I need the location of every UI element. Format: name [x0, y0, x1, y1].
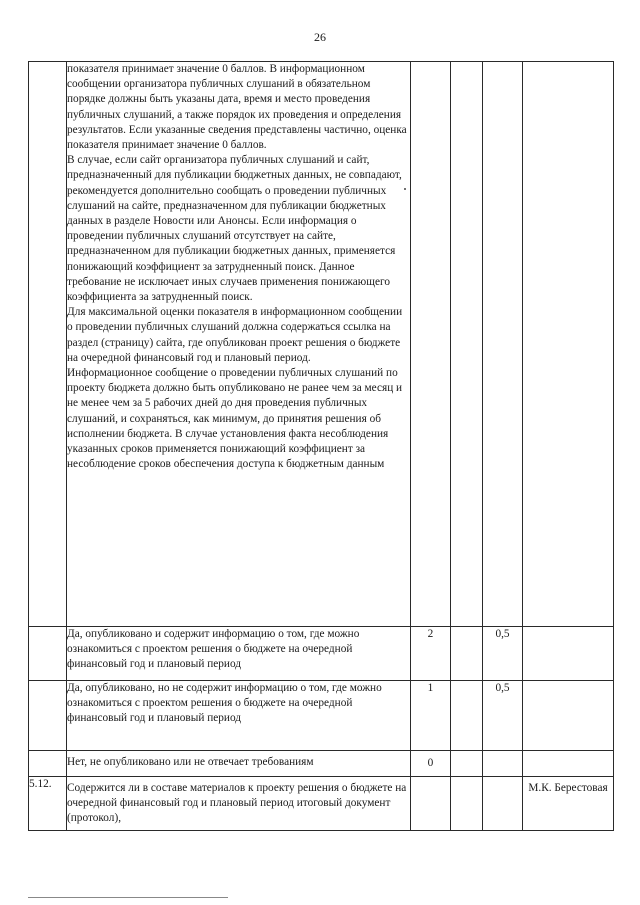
page-number: 26 — [314, 30, 326, 44]
scan-artifact — [404, 188, 406, 190]
table-row — [29, 62, 614, 627]
weight-cell — [483, 62, 523, 627]
table-row — [29, 681, 614, 751]
criterion-text — [67, 777, 411, 831]
responsible-cell — [523, 681, 614, 751]
empty-cell — [451, 62, 483, 627]
footer-rule — [28, 897, 228, 898]
weight-cell: 0,5 — [483, 681, 523, 751]
responsible-cell — [523, 751, 614, 777]
score-cell: 0 — [411, 751, 451, 777]
table-row — [29, 777, 614, 831]
empty-cell — [451, 751, 483, 777]
score-cell: 2 — [411, 627, 451, 681]
table-row — [29, 627, 614, 681]
responsible-cell: М.К. Берестовая — [523, 777, 614, 831]
responsible-cell — [523, 62, 614, 627]
row-number — [29, 62, 67, 627]
weight-cell — [483, 751, 523, 777]
text-paragraph: Информационное сообщение о проведении публичных слушаний по проекту бюджета должно быть опубликовано не ранее чем за месяц и не менее чем за 5 рабочих дней до дня проведения публичных слушаний, и сохраняться, как минимум, до принятия решения об исполнении бюджета. В случае установления факта несоблюдения указанных сроков применяется понижающий коэффициент за несоблюдение сроков обеспечения доступа к бюджетным данным — [67, 367, 403, 471]
text-paragraph: показателя принимает значение 0 баллов. В информационном сообщении организатора публичных слушаний в обязательном порядке должны быть указаны дата, время и место проведения публичных слушаний, а также порядок их проведения и определения результатов. Если указанные сведения представлены частично, оценка показателя принимает значение 0 баллов. — [67, 63, 407, 152]
table-row — [29, 751, 614, 777]
score-cell — [411, 777, 451, 831]
text-paragraph: Да, опубликовано и содержит информацию о том, где можно ознакомиться с проектом решения о бюджете на очередной финансовый год и плановый период — [67, 628, 360, 671]
text-paragraph: Нет, не опубликовано или не отвечает требованиям — [67, 756, 314, 768]
row-number: 5.12. — [29, 777, 67, 831]
empty-cell — [451, 777, 483, 831]
text-paragraph: Для максимальной оценки показателя в информационном сообщении о проведении публичных слушаний должна содержаться ссылка на раздел (страницу) сайта, где опубликован проект решения о бюджете на очередной финансовый год и плановый период. — [67, 306, 403, 364]
text-paragraph: В случае, если сайт организатора публичных слушаний и сайт, предназначенный для публикации бюджетных данных, не совпадают, рекомендуется дополнительно сообщать о проведении публичных слушаний на сайте, предназначенном для публикации бюджетных данных в разделе Новости или Анонсы. Если информация о проведении публичных слушаний отсутствует на сайте, предназначенном для публикации бюджетных данных, применяется понижающий коэффициент за затрудненный поиск. Данное требование не исключает иных случаев применения понижающего коэффициента за затрудненный поиск. — [67, 154, 402, 304]
criterion-text — [67, 681, 411, 751]
score-cell: 1 — [411, 681, 451, 751]
text-paragraph: Да, опубликовано, но не содержит информацию о том, где можно ознакомиться с проектом решения о бюджете на очередной финансовый год и плановый период — [67, 682, 382, 725]
criterion-text — [67, 627, 411, 681]
row-number — [29, 751, 67, 777]
row-number — [29, 627, 67, 681]
responsible-cell — [523, 627, 614, 681]
empty-cell — [451, 681, 483, 751]
criteria-table — [28, 61, 614, 831]
criterion-text — [67, 751, 411, 777]
text-paragraph: Содержится ли в составе материалов к проекту решения о бюджете на очередной финансовый год и плановый период итоговый документ (протокол), — [67, 782, 407, 825]
criterion-text — [67, 62, 411, 627]
weight-cell: 0,5 — [483, 627, 523, 681]
weight-cell — [483, 777, 523, 831]
empty-cell — [451, 627, 483, 681]
score-cell — [411, 62, 451, 627]
row-number — [29, 681, 67, 751]
